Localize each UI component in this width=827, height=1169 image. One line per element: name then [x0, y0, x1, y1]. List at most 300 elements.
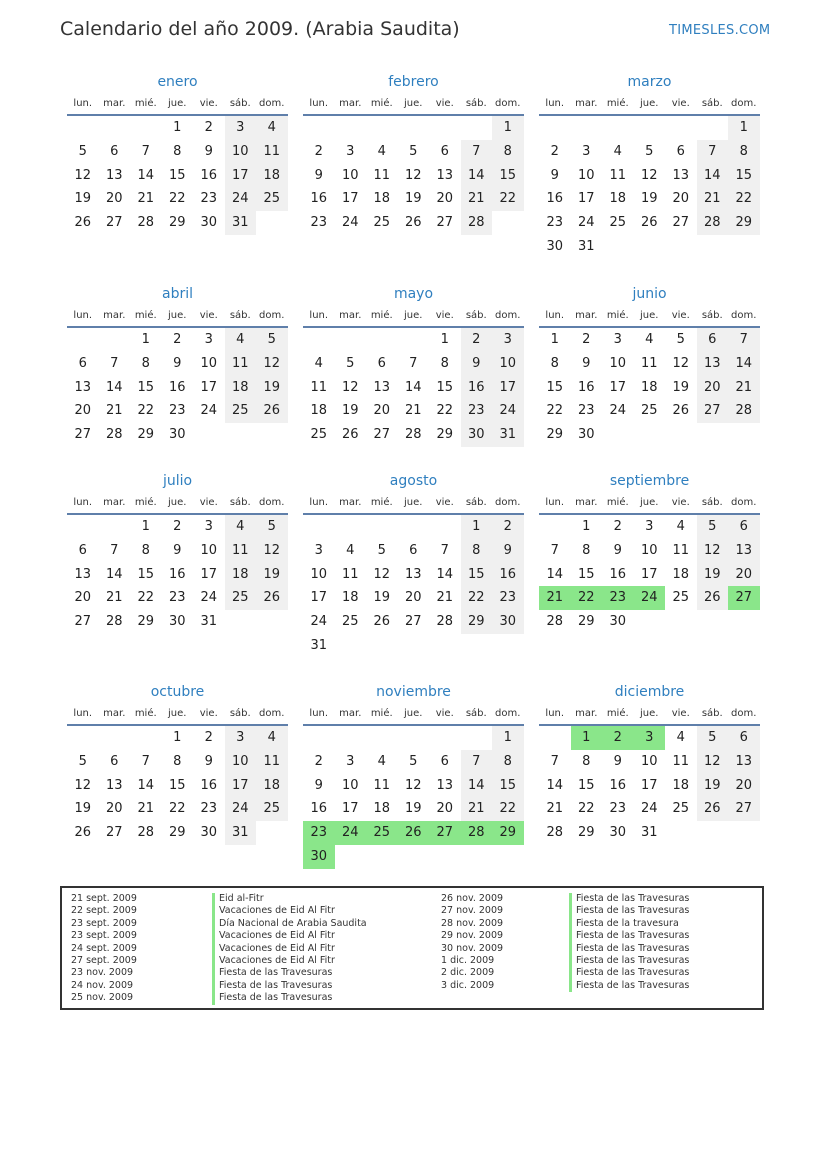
weekday-label: mar. [103, 496, 126, 508]
day-cell: 8 [173, 143, 182, 159]
day-cell: 26 [74, 215, 92, 231]
weekday-label: vie. [435, 97, 454, 109]
day-cell: 5 [697, 515, 729, 539]
week-row [303, 211, 524, 235]
week-row [539, 821, 760, 845]
day-cell: 6 [697, 328, 729, 352]
week-row [67, 797, 288, 821]
day-cell: 27 [105, 825, 123, 841]
legend-holiday-name: Fiesta de la travesura [569, 918, 689, 930]
day-cell: 11 [310, 379, 328, 395]
month-noviembre [303, 681, 524, 869]
week-row [67, 586, 288, 610]
day-cell: 13 [373, 379, 391, 395]
day-cell: 16 [200, 777, 218, 793]
day-cell: 1 [461, 515, 493, 539]
day-cell: 7 [110, 355, 119, 371]
day-cell: 10 [341, 777, 359, 793]
day-cell: 7 [141, 753, 150, 769]
weekday-label: sáb. [465, 309, 487, 321]
day-cell: 30 [168, 427, 186, 443]
day-cell: 17 [310, 590, 328, 606]
weekday-label: lun. [545, 309, 565, 321]
day-cell: 27 [429, 821, 461, 845]
week-row [539, 563, 760, 587]
empty-cell [429, 634, 461, 658]
weekday-header [539, 703, 760, 723]
day-cell: 17 [577, 191, 595, 207]
day-cell: 8 [461, 539, 493, 563]
week-row [67, 211, 288, 235]
day-cell: 26 [373, 614, 391, 630]
empty-cell [335, 845, 367, 869]
day-cell: 5 [697, 726, 729, 750]
day-cell: 7 [550, 542, 559, 558]
week-row [303, 187, 524, 211]
day-cell: 4 [676, 730, 685, 745]
day-cell: 2 [492, 515, 524, 539]
legend-holiday-name: Fiesta de las Travesuras [569, 943, 689, 955]
weekday-label: vie. [671, 496, 690, 508]
day-cell: 9 [461, 352, 493, 376]
weekday-label: lun. [73, 707, 93, 719]
weekday-label: mar. [339, 496, 362, 508]
weekday-label: vie. [671, 707, 690, 719]
legend-date: 23 sept. 2009 [71, 917, 137, 929]
day-cell: 9 [173, 355, 182, 371]
month-name: febrero [388, 74, 439, 90]
day-cell: 2 [173, 332, 182, 347]
day-cell: 11 [225, 539, 257, 563]
day-cell: 25 [672, 801, 690, 817]
weekday-label: mié. [606, 97, 629, 109]
day-cell: 31 [492, 423, 524, 447]
week-row [303, 726, 524, 750]
week-row [539, 187, 760, 211]
day-cell: 21 [137, 801, 155, 817]
day-cell: 2 [314, 753, 323, 769]
day-cell: 22 [492, 187, 524, 211]
day-cell: 20 [436, 801, 454, 817]
day-cell: 19 [74, 801, 92, 817]
day-cell: 27 [74, 427, 92, 443]
day-cell: 16 [200, 167, 218, 183]
day-cell: 13 [436, 167, 454, 183]
empty-cell [130, 116, 162, 140]
day-cell: 10 [492, 352, 524, 376]
month-diciembre [539, 681, 760, 845]
brand-link[interactable]: TIMESLES.COM [669, 23, 771, 38]
day-cell: 2 [550, 143, 559, 159]
day-cell: 18 [672, 777, 690, 793]
day-cell: 21 [539, 586, 571, 610]
day-cell: 3 [204, 519, 213, 534]
empty-cell [665, 116, 697, 140]
empty-cell [366, 515, 398, 539]
day-cell: 22 [168, 801, 186, 817]
day-cell: 21 [728, 376, 760, 400]
weekday-label: jue. [640, 97, 659, 109]
week-row [67, 164, 288, 188]
day-cell: 16 [168, 566, 186, 582]
day-cell: 21 [697, 187, 729, 211]
empty-cell [665, 235, 697, 259]
weekday-label: vie. [435, 309, 454, 321]
weekday-label: dom. [731, 496, 757, 508]
day-cell: 3 [634, 726, 666, 750]
week-row [67, 423, 288, 447]
month-enero [67, 71, 288, 235]
week-row [303, 376, 524, 400]
day-cell: 25 [225, 586, 257, 610]
day-cell: 28 [105, 614, 123, 630]
week-row [67, 750, 288, 774]
day-cell: 6 [78, 542, 87, 558]
week-row [303, 845, 524, 869]
legend-date: 23 sept. 2009 [71, 930, 137, 942]
day-cell: 29 [492, 821, 524, 845]
day-cell: 10 [640, 753, 658, 769]
day-cell: 27 [697, 399, 729, 423]
day-cell: 14 [105, 379, 123, 395]
day-cell: 8 [492, 750, 524, 774]
week-row [67, 610, 288, 634]
day-cell: 26 [697, 586, 729, 610]
empty-cell [728, 235, 760, 259]
day-cell: 1 [440, 332, 449, 347]
day-cell: 10 [310, 566, 328, 582]
empty-cell [256, 423, 288, 447]
day-cell: 29 [461, 610, 493, 634]
day-cell: 10 [200, 355, 218, 371]
legend-holiday-name: Vacaciones de Eid Al Fitr [212, 943, 367, 955]
day-cell: 19 [697, 774, 729, 798]
month-marzo [539, 71, 760, 259]
day-cell: 21 [404, 403, 422, 419]
month-julio [67, 470, 288, 634]
day-cell: 3 [204, 332, 213, 347]
day-cell: 5 [78, 143, 87, 159]
weekday-label: dom. [495, 707, 521, 719]
day-cell: 31 [577, 238, 595, 254]
week-row [539, 164, 760, 188]
weekday-label: mié. [606, 707, 629, 719]
day-cell: 24 [225, 187, 257, 211]
day-cell: 7 [728, 328, 760, 352]
day-cell: 24 [640, 801, 658, 817]
day-cell: 21 [461, 797, 493, 821]
day-cell: 26 [672, 403, 690, 419]
day-cell: 30 [577, 427, 595, 443]
day-cell: 28 [728, 399, 760, 423]
day-cell: 16 [310, 191, 328, 207]
weekday-label: mié. [370, 97, 393, 109]
empty-cell [256, 821, 288, 845]
week-row [67, 376, 288, 400]
empty-cell [335, 634, 367, 658]
day-cell: 12 [74, 167, 92, 183]
day-cell: 15 [137, 379, 155, 395]
day-cell: 1 [728, 116, 760, 140]
empty-cell [697, 610, 729, 634]
weekday-label: dom. [259, 309, 285, 321]
day-cell: 23 [546, 215, 564, 231]
weekday-label: sáb. [465, 707, 487, 719]
empty-cell [539, 116, 571, 140]
day-cell: 17 [640, 777, 658, 793]
month-name: diciembre [614, 684, 685, 700]
day-cell: 27 [74, 614, 92, 630]
weekday-label: jue. [404, 309, 423, 321]
day-cell: 27 [728, 586, 760, 610]
day-cell: 6 [728, 515, 760, 539]
day-cell: 11 [609, 167, 627, 183]
day-cell: 5 [256, 515, 288, 539]
day-cell: 20 [373, 403, 391, 419]
empty-cell [728, 821, 760, 845]
day-cell: 27 [373, 427, 391, 443]
month-name: octubre [150, 684, 205, 700]
day-cell: 22 [137, 403, 155, 419]
week-row [67, 726, 288, 750]
empty-cell [67, 328, 99, 352]
month-mayo [303, 283, 524, 447]
day-cell: 12 [672, 355, 690, 371]
day-cell: 13 [105, 167, 123, 183]
week-row [539, 610, 760, 634]
legend-date: 24 nov. 2009 [71, 979, 134, 991]
empty-cell [539, 515, 571, 539]
day-cell: 3 [613, 332, 622, 347]
day-cell: 29 [168, 825, 186, 841]
legend-holiday-name: Fiesta de las Travesuras [569, 893, 689, 905]
month-name: abril [161, 286, 193, 302]
empty-cell [461, 634, 493, 658]
empty-cell [67, 116, 99, 140]
day-cell: 8 [141, 542, 150, 558]
day-cell: 20 [74, 590, 92, 606]
day-cell: 23 [602, 586, 634, 610]
day-cell: 28 [461, 211, 493, 235]
legend-holiday-name: Día Nacional de Arabia Saudita [212, 918, 367, 930]
empty-cell [99, 116, 131, 140]
day-cell: 18 [672, 566, 690, 582]
weekday-label: jue. [404, 97, 423, 109]
empty-cell [492, 845, 524, 869]
empty-cell [634, 235, 666, 259]
legend-date: 2 dic. 2009 [441, 967, 495, 979]
day-cell: 7 [550, 753, 559, 769]
weekday-label: sáb. [229, 309, 251, 321]
week-row [539, 774, 760, 798]
day-cell: 5 [346, 355, 355, 371]
day-cell: 28 [546, 825, 564, 841]
day-cell: 9 [314, 777, 323, 793]
day-cell: 23 [492, 586, 524, 610]
day-cell: 28 [137, 215, 155, 231]
day-cell: 1 [141, 519, 150, 534]
month-febrero [303, 71, 524, 235]
empty-cell [335, 726, 367, 750]
week-row [303, 328, 524, 352]
day-cell: 1 [173, 120, 182, 135]
day-cell: 15 [461, 563, 493, 587]
day-cell: 19 [404, 801, 422, 817]
day-cell: 22 [168, 191, 186, 207]
day-cell: 11 [373, 167, 391, 183]
weekday-label: sáb. [701, 707, 723, 719]
legend-date: 29 nov. 2009 [441, 930, 504, 942]
weekday-header [539, 492, 760, 512]
week-row [303, 116, 524, 140]
day-cell: 8 [582, 753, 591, 769]
day-cell: 15 [492, 164, 524, 188]
empty-cell [697, 116, 729, 140]
day-cell: 26 [697, 797, 729, 821]
empty-cell [571, 116, 603, 140]
day-cell: 15 [492, 774, 524, 798]
empty-cell [366, 845, 398, 869]
day-cell: 31 [310, 637, 328, 653]
legend-date: 24 sept. 2009 [71, 942, 137, 954]
empty-cell [665, 423, 697, 447]
legend-date: 21 sept. 2009 [71, 893, 137, 904]
empty-cell [728, 610, 760, 634]
day-cell: 29 [577, 825, 595, 841]
day-cell: 5 [256, 328, 288, 352]
day-cell: 23 [577, 403, 595, 419]
weekday-label: lun. [73, 97, 93, 109]
week-row [67, 821, 288, 845]
day-cell: 3 [346, 753, 355, 769]
weekday-label: lun. [545, 97, 565, 109]
month-name: julio [162, 473, 193, 489]
empty-cell [539, 726, 571, 750]
empty-cell [335, 515, 367, 539]
day-cell: 18 [609, 191, 627, 207]
empty-cell [492, 211, 524, 235]
day-cell: 5 [409, 753, 418, 769]
weekday-label: jue. [168, 97, 187, 109]
day-cell: 17 [225, 164, 257, 188]
day-cell: 5 [645, 143, 654, 159]
day-cell: 15 [728, 164, 760, 188]
week-row [303, 774, 524, 798]
weekday-label: mar. [575, 707, 598, 719]
day-cell: 11 [672, 542, 690, 558]
empty-cell [602, 235, 634, 259]
day-cell: 27 [436, 215, 454, 231]
empty-cell [99, 515, 131, 539]
legend-holiday-name: Vacaciones de Eid Al Fitr [212, 930, 367, 942]
day-cell: 27 [672, 215, 690, 231]
day-cell: 3 [492, 328, 524, 352]
empty-cell [366, 328, 398, 352]
empty-cell [67, 515, 99, 539]
week-row [539, 515, 760, 539]
day-cell: 8 [728, 140, 760, 164]
weekday-label: sáb. [465, 97, 487, 109]
day-cell: 12 [697, 539, 729, 563]
weekday-label: jue. [640, 496, 659, 508]
empty-cell [461, 726, 493, 750]
month-name: agosto [389, 473, 438, 489]
day-cell: 4 [346, 542, 355, 558]
day-cell: 9 [582, 355, 591, 371]
day-cell: 8 [141, 355, 150, 371]
weekday-label: jue. [168, 496, 187, 508]
day-cell: 5 [377, 542, 386, 558]
week-row [303, 634, 524, 658]
day-cell: 28 [546, 614, 564, 630]
week-row [303, 539, 524, 563]
day-cell: 14 [728, 352, 760, 376]
week-row [67, 563, 288, 587]
day-cell: 26 [74, 825, 92, 841]
weekday-label: dom. [259, 97, 285, 109]
day-cell: 11 [225, 352, 257, 376]
day-cell: 21 [137, 191, 155, 207]
week-row [539, 352, 760, 376]
day-cell: 13 [697, 352, 729, 376]
weekday-label: dom. [731, 707, 757, 719]
week-row [303, 821, 524, 845]
week-row [303, 423, 524, 447]
day-cell: 12 [74, 777, 92, 793]
legend-date: 25 nov. 2009 [71, 992, 134, 1004]
day-cell: 30 [609, 825, 627, 841]
weekday-label: mié. [370, 309, 393, 321]
week-row [539, 797, 760, 821]
day-cell: 16 [609, 777, 627, 793]
weekday-header [303, 492, 524, 512]
empty-cell [697, 821, 729, 845]
day-cell: 7 [461, 140, 493, 164]
empty-cell [665, 610, 697, 634]
legend-date: 23 nov. 2009 [71, 967, 134, 979]
day-cell: 3 [582, 143, 591, 159]
legend-holiday-name: Fiesta de las Travesuras [569, 967, 689, 979]
day-cell: 10 [640, 542, 658, 558]
weekday-label: sáb. [701, 97, 723, 109]
week-row [67, 116, 288, 140]
empty-cell [225, 423, 257, 447]
day-cell: 28 [404, 427, 422, 443]
week-row [539, 399, 760, 423]
day-cell: 24 [634, 586, 666, 610]
day-cell: 9 [613, 753, 622, 769]
empty-cell [429, 116, 461, 140]
week-row [67, 399, 288, 423]
day-cell: 14 [697, 164, 729, 188]
day-cell: 26 [404, 215, 422, 231]
legend-holiday-name: Eid al-Fitr [212, 893, 367, 905]
day-cell: 6 [110, 143, 119, 159]
legend-holiday-name: Fiesta de las Travesuras [569, 980, 689, 992]
day-cell: 9 [613, 542, 622, 558]
legend-date: 3 dic. 2009 [441, 979, 495, 991]
empty-cell [366, 726, 398, 750]
weekday-label: dom. [731, 97, 757, 109]
day-cell: 1 [141, 332, 150, 347]
empty-cell [461, 116, 493, 140]
day-cell: 20 [404, 590, 422, 606]
legend-dates [441, 893, 503, 992]
day-cell: 26 [256, 399, 288, 423]
empty-cell [602, 423, 634, 447]
day-cell: 19 [256, 563, 288, 587]
day-cell: 23 [609, 801, 627, 817]
